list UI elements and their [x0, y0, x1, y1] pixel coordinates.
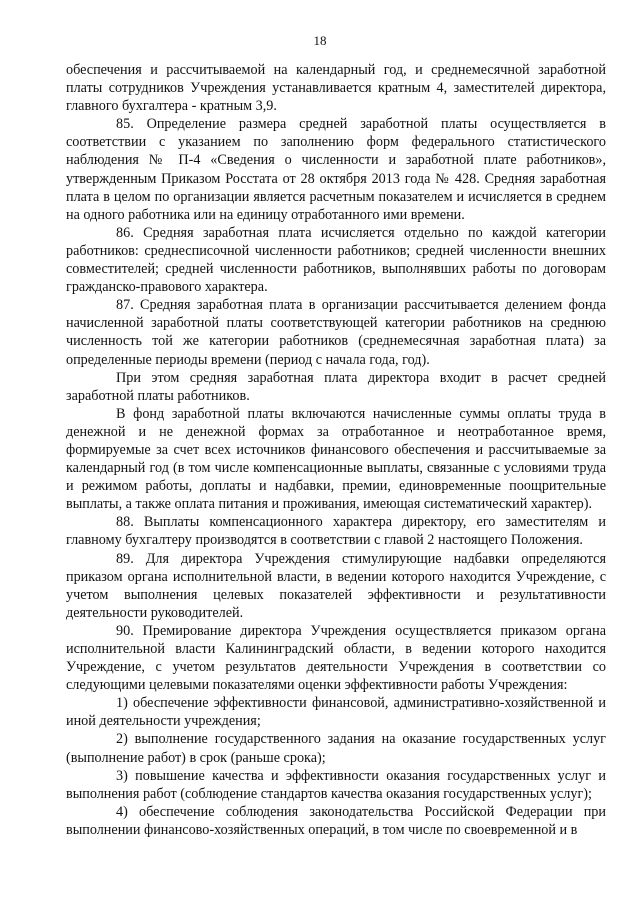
- page-number: 18: [313, 33, 327, 48]
- paragraph-90: 90. Премирование директора Учреждения осуществляется приказом органа исполнительной власти Калининградский области, в ведении которого находится Учреждение, с учетом результатов деятельности Учреждения в соответствии со следующими целевыми показателями оценки эффективности работы Учреждения:: [66, 622, 606, 694]
- list-item-4: 4) обеспечение соблюдения законодательства Российской Федерации при выполнении финансово-хозяйственных операций, в том числе по своевременной и в: [66, 803, 606, 838]
- list-item-2: 2) выполнение государственного задания на оказание государственных услуг (выполнение работ) в срок (раньше срока);: [66, 731, 606, 766]
- paragraph-87-wage-fund: В фонд заработной платы включаются начисленные суммы оплаты труда в денежной и не денежной формах за отработанное и неотработанное время, формируемые за счет всех источников финансового обеспечения и рассчитываемые за календарный год (в том числе компенсационные выплаты, связанные с условиями труда и режимом работы, доплаты и надбавки, премии, единовременные поощрительные выплаты, а также оплата питания и проживания, имеющая систематический характер).: [66, 405, 606, 513]
- paragraph-continuation: обеспечения и рассчитываемой на календарный год, и среднемесячной заработной платы сотрудников Учреждения устанавливается кратным 4, заместителей директора, главного бухгалтера - кратным 3,9.: [66, 62, 606, 115]
- paragraph-87: 87. Средняя заработная плата в организации рассчитывается делением фонда начисленной заработной платы соответствующей категории работников на среднюю численность той же категории работников (среднемесячная заработная плата) за определенные периоды времени (период с начала года, год).: [66, 297, 606, 368]
- paragraph-85: 85. Определение размера средней заработной платы осуществляется в соответствии с указанием по заполнению форм федерального статистического наблюдения № П-4 «Сведения о численности и заработной плате работников», утвержденным Приказом Росстата от 28 октября 2013 года № 428. Средняя заработная плата в целом по организации является расчетным показателем и исчисляется в среднем на одного работника или на единицу отработанного ими времени.: [66, 116, 606, 223]
- document-body: [66, 61, 606, 839]
- paragraph-86: 86. Средняя заработная плата исчисляется отдельно по каждой категории работников: среднесписочной численности работников; средней численности внешних совместителей; средней численности работников, выполнявших работы по договорам гражданско-правового характера.: [66, 224, 606, 296]
- paragraph-89: 89. Для директора Учреждения стимулирующие надбавки определяются приказом органа исполнительной власти, в ведении которого находится Учреждение, с учетом выполнения целевых показателей эффективности и результативности деятельности руководителей.: [66, 550, 606, 621]
- list-item-1: 1) обеспечение эффективности финансовой, административно-хозяйственной и иной деятельности учреждения;: [66, 695, 606, 730]
- list-item-3: 3) повышение качества и эффективности оказания государственных услуг и выполнения работ (соблюдение стандартов качества оказания государственных услуг);: [66, 767, 606, 802]
- paragraph-87-director: При этом средняя заработная плата директора входит в расчет средней заработной платы работников.: [66, 369, 606, 404]
- paragraph-88: 88. Выплаты компенсационного характера директору, его заместителям и главному бухгалтеру производятся в соответствии с главой 2 настоящего Положения.: [66, 514, 606, 549]
